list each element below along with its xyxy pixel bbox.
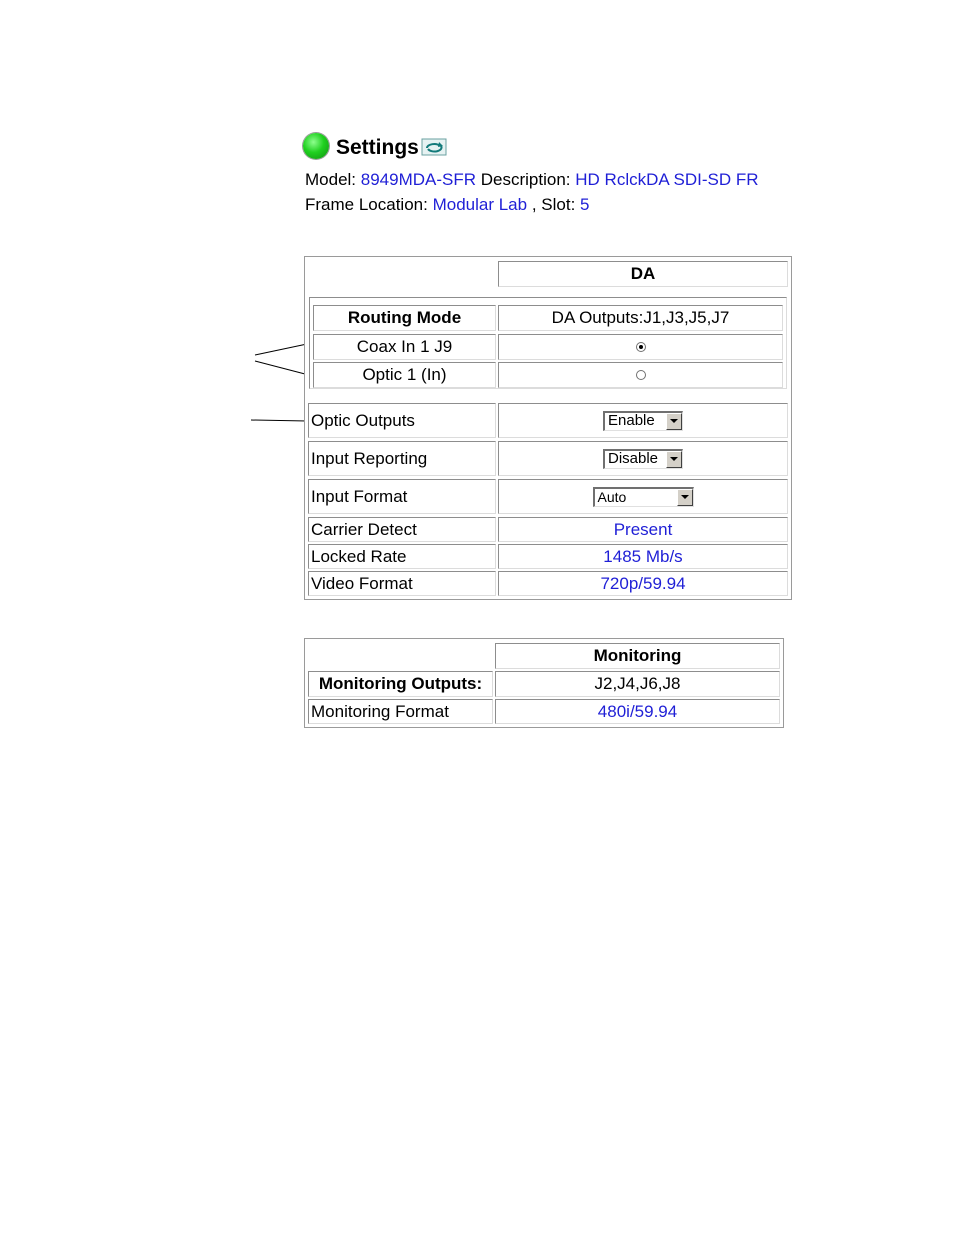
carrier-detect-label: Carrier Detect [308,517,496,542]
routing-mode-group [309,297,787,389]
monitoring-header: Monitoring [495,643,780,669]
description-label: Description: [480,170,571,189]
routing-option-optic-label: Optic 1 (In) [313,362,496,388]
optic-outputs-label: Optic Outputs [308,403,496,438]
da-table [304,256,792,600]
model-label: Model: [305,170,357,189]
coax-in-radio[interactable] [636,342,646,352]
model-line [305,170,759,190]
routing-mode-outputs: DA Outputs:J1,J3,J5,J7 [498,305,783,331]
green-led-icon [303,133,329,159]
monitoring-format-label: Monitoring Format [308,699,493,724]
input-format-cell [498,479,788,514]
routing-mode-label: Routing Mode [313,305,496,331]
input-format-label: Input Format [308,479,496,514]
page-title: Settings [336,136,419,159]
model-value[interactable]: 8949MDA-SFR [360,170,477,189]
monitoring-table [304,638,784,728]
chevron-down-icon[interactable] [666,413,682,430]
routing-option-coax-cell [498,334,783,360]
frame-location-value[interactable]: Modular Lab [432,195,528,214]
chevron-down-icon[interactable] [666,451,682,468]
video-format-label: Video Format [308,571,496,596]
video-format-value: 720p/59.94 [498,571,788,596]
optic-outputs-value: Enable [608,412,655,429]
monitoring-format-value: 480i/59.94 [495,699,780,724]
routing-option-optic-cell [498,362,783,388]
locked-rate-label: Locked Rate [308,544,496,569]
optic-outputs-cell [498,403,788,438]
routing-option-coax-label: Coax In 1 J9 [313,334,496,360]
chevron-down-icon[interactable] [677,489,693,506]
input-reporting-cell [498,441,788,476]
slot-value[interactable]: 5 [580,195,590,214]
monitoring-outputs-value: J2,J4,J6,J8 [495,671,780,697]
monitoring-outputs-label: Monitoring Outputs: [308,671,493,697]
carrier-detect-value: Present [498,517,788,542]
optic-in-radio[interactable] [636,370,646,380]
input-format-value: Auto [597,489,627,505]
input-reporting-select[interactable] [603,449,683,469]
frame-location-label: Frame Location: [305,195,428,214]
input-reporting-value: Disable [608,450,659,467]
input-reporting-label: Input Reporting [308,441,496,476]
optic-outputs-select[interactable] [603,411,683,431]
frame-location-line [305,195,590,215]
description-value[interactable]: HD RclckDA SDI-SD FR [575,170,759,189]
slot-label: , Slot: [531,195,576,214]
da-header: DA [498,261,788,287]
locked-rate-value: 1485 Mb/s [498,544,788,569]
refresh-icon[interactable] [421,138,447,156]
input-format-select[interactable] [593,487,694,507]
